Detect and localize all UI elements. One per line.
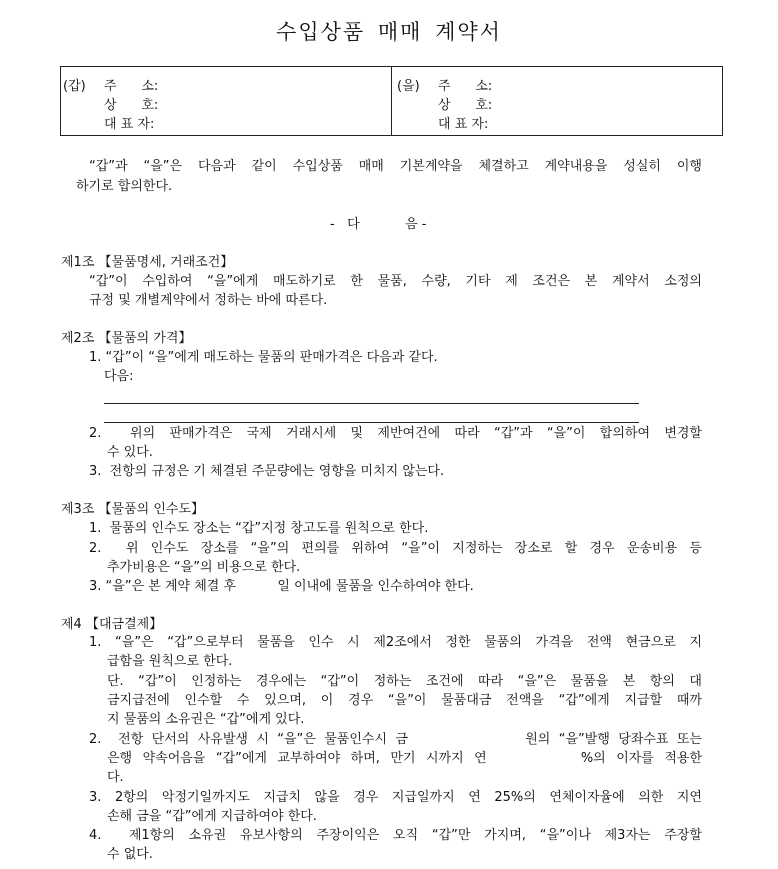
parties-table (60, 66, 723, 136)
article-2-item-1-line-1: 1. “갑”이 “을”에게 매도하는 물품의 판매가격은 다음과 같다. (89, 350, 438, 365)
gap-representative-label: 대 표 자: (104, 117, 155, 132)
article-4-item-3-line-1: 3. 2항의 악정기일까지도 지급치 않을 경우 지급일까지 연 25%의 연체이자율에 의한 지연 (89, 790, 702, 805)
article-4-item-2-line-1: 2. 전항 단서의 사유발생 시 “을”은 물품인수시 금 원의 “을”발행 당좌수표 또는 (89, 732, 702, 747)
article-2-heading: 제2조 【물품의 가격】 (61, 331, 192, 346)
eul-representative-label: 대 표 자: (438, 117, 489, 132)
article-4-heading: 제4 【대금결제】 (61, 617, 163, 632)
article-4-item-1-line-5: 지 물품의 소유권은 “갑”에게 있다. (107, 712, 305, 727)
article-4-item-2-line-2: 은행 약속어음을 “갑”에게 교부하여야 하며, 만기 시까지 연 %의 이자를 적용한 (107, 751, 702, 766)
gap-company-label: 상 호: (104, 98, 159, 113)
gap-address-label: 주 소: (104, 79, 159, 94)
article-4-item-1-line-2: 급함을 원칙으로 한다. (107, 654, 233, 669)
article-4-item-4-line-1: 4. 제1항의 소유권 유보사항의 주장이익은 오직 “갑”만 가지며, “을”이나 제3자는 주장할 (89, 828, 702, 843)
article-3-item-3-line-1: 3. “을”은 본 계약 체결 후 일 이내에 물품을 인수하여야 한다. (89, 579, 474, 594)
article-3-item-2-line-2: 추가비용은 “을”의 비용으로 한다. (107, 560, 301, 575)
eul-address-label: 주 소: (438, 79, 493, 94)
article-4-item-1-line-3: 단. “갑”이 인정하는 경우에는 “갑”이 정하는 조건에 따라 “을”은 물품을 본 항의 대 (107, 674, 702, 689)
document-title: 수입상품 매매 계약서 (276, 20, 502, 44)
party-gap-tag: (갑) (63, 79, 86, 94)
article-2-item-2-line-1: 2. 위의 판매가격은 국제 거래시세 및 제반여건에 따라 “갑”과 “을”이 합의하여 변경할 (89, 426, 702, 441)
article-4-item-2-line-3: 다. (107, 770, 124, 785)
article-4-item-1-line-4: 금지급전에 인수할 수 있으며, 이 경우 “을”이 물품대금 전액을 “갑”에게 지급할 때까 (107, 693, 702, 708)
article-4-item-1-line-1: 1. “을”은 “갑”으로부터 물품을 인수 시 제2조에서 정한 물품의 가격을 전액 현금으로 지 (89, 635, 702, 650)
article-3-item-1-line-1: 1. 물품의 인수도 장소는 “갑”지정 창고도를 원칙으로 한다. (89, 521, 429, 536)
section-separator: - 다 음 - (330, 217, 427, 232)
article-2-item-1-line-2: 다음: (104, 369, 134, 384)
party-eul (392, 67, 722, 135)
article-4-item-3-line-2: 손해 금을 “갑”에게 지급하여야 한다. (107, 809, 317, 824)
article-3-heading: 제3조 【물품의 인수도】 (61, 502, 204, 517)
party-eul-tag: (을) (397, 79, 420, 94)
party-gap (61, 67, 392, 135)
price-blank-line-1 (104, 403, 639, 404)
article-2-item-3-line-1: 3. 전항의 규정은 기 체결된 주문량에는 영향을 미치지 않는다. (89, 464, 445, 479)
price-blank-line-2 (104, 422, 639, 423)
article-3-item-2-line-1: 2. 위 인수도 장소를 “을”의 편의를 위하여 “을”이 지정하는 장소로 할 경우 운송비용 등 (89, 541, 702, 556)
article-1-heading: 제1조 【물품명세, 거래조건】 (61, 255, 234, 270)
eul-company-label: 상 호: (438, 98, 493, 113)
article-1-line-1: “갑”이 수입하여 “을”에게 매도하기로 한 물품, 수량, 기타 제 조건은 본 계약서 소정의 (89, 274, 702, 289)
article-4-item-4-line-2: 수 없다. (107, 847, 153, 862)
intro-line-2: 하기로 합의한다. (76, 179, 173, 194)
article-2-item-2-line-2: 수 있다. (107, 445, 153, 460)
intro-line-1: “갑”과 “을”은 다음과 같이 수입상품 매매 기본계약을 체결하고 계약내용을 성실히 이행 (89, 159, 702, 174)
article-1-line-2: 규정 및 개별계약에서 정하는 바에 따른다. (89, 293, 328, 308)
